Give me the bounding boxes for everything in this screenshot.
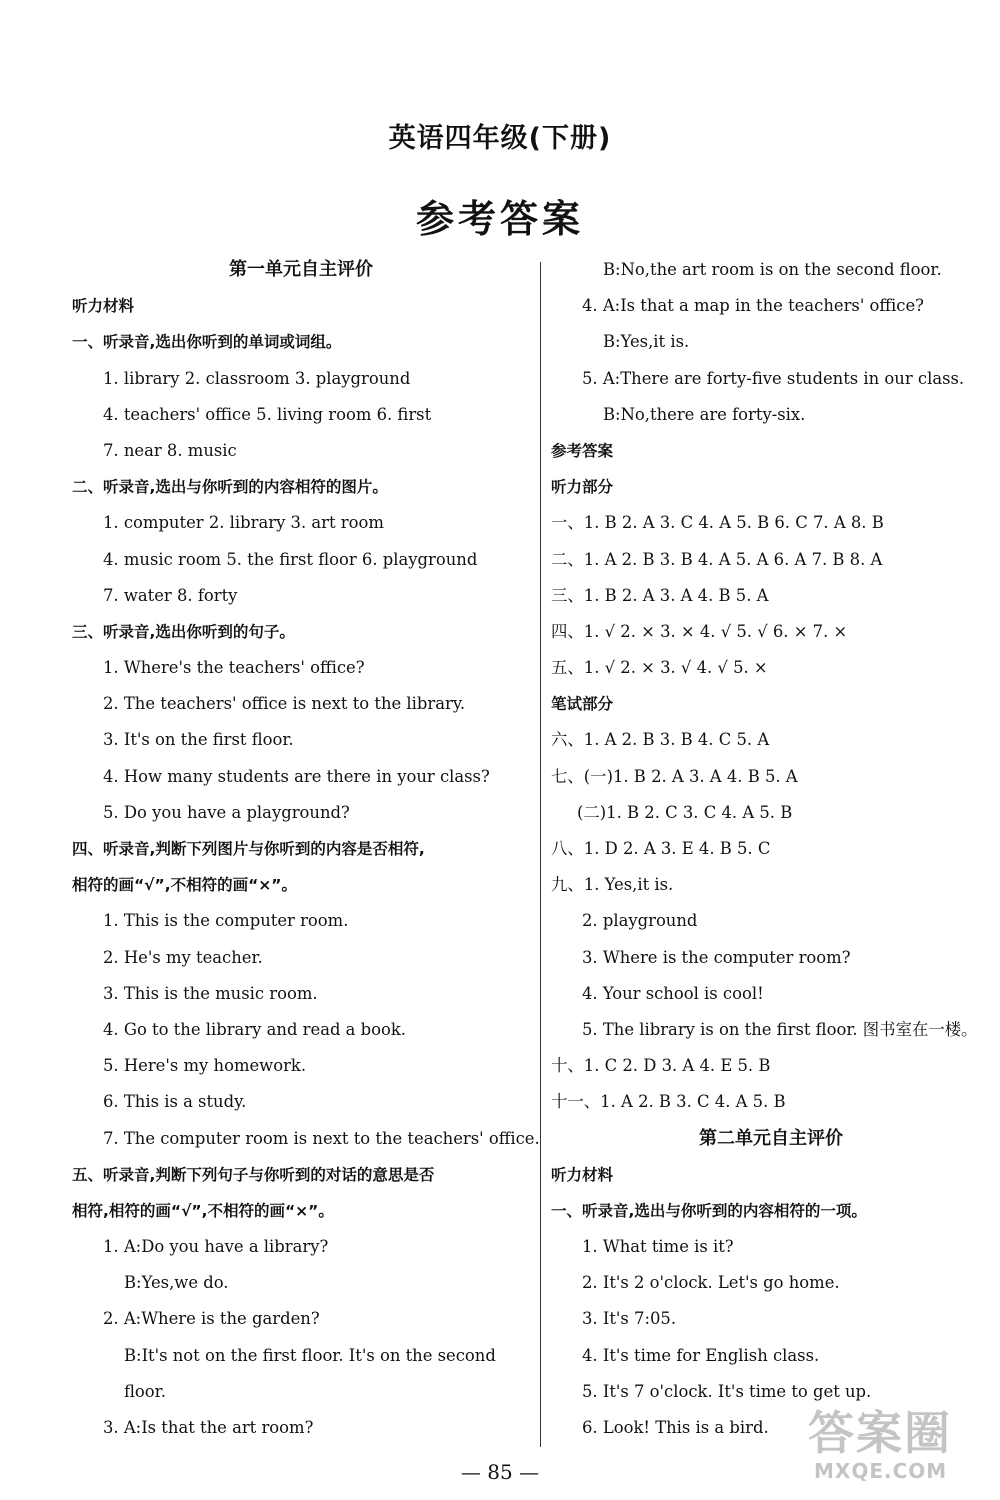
section-heading: 五、听录音,判断下列句子与你听到的对话的意思是否 [72, 1165, 435, 1184]
answer-line: 7. near 8. music [103, 440, 237, 460]
answer-line: 5. It's 7 o'clock. It's time to get up. [582, 1381, 872, 1401]
answer-line: B:It's not on the first floor. It's on the second [124, 1345, 496, 1365]
answer-line: 七、(一)1. B 2. A 3. A 4. B 5. A [551, 766, 798, 786]
answer-line: 四、1. √ 2. × 3. × 4. √ 5. √ 6. × 7. × [551, 621, 848, 641]
answer-line: 7. The computer room is next to the teachers' office. [103, 1128, 540, 1148]
answer-line: 一、1. B 2. A 3. C 4. A 5. B 6. C 7. A 8. B [551, 513, 884, 533]
watermark-url: MXQE.COM [814, 1459, 948, 1483]
section-heading: 一、听录音,选出与你听到的内容相符的一项。 [551, 1201, 867, 1220]
answer-line: 2. playground [582, 911, 698, 931]
answer-line: 二、1. A 2. B 3. B 4. A 5. A 6. A 7. B 8. A [551, 549, 883, 569]
answer-line: 1. Where's the teachers' office? [103, 658, 365, 678]
answer-line: 3. Where is the computer room? [582, 947, 851, 967]
answer-line: 4. Your school is cool! [582, 983, 764, 1003]
watermark-logo [808, 1408, 998, 1496]
answer-line: 2. It's 2 o'clock. Let's go home. [582, 1273, 840, 1293]
section-heading: 三、听录音,选出你听到的句子。 [72, 622, 295, 641]
answer-line: 六、1. A 2. B 3. B 4. C 5. A [551, 730, 770, 750]
answer-line: 八、1. D 2. A 3. E 4. B 5. C [551, 839, 771, 858]
answer-line: 5. A:There are forty-five students in our class. [582, 368, 965, 388]
answer-line: 1. library 2. classroom 3. playground [103, 368, 411, 388]
section-heading: 听力材料 [551, 1165, 614, 1184]
section-heading: 笔试部分 [551, 695, 614, 714]
section-heading: 参考答案 [551, 441, 614, 460]
answer-line: 4. teachers' office 5. living room 6. first [103, 404, 432, 424]
section-heading: 一、听录音,选出你听到的单词或词组。 [72, 333, 342, 352]
section-heading: 第一单元自主评价 [229, 259, 373, 280]
section-heading: 四、听录音,判断下列图片与你听到的内容是否相符, [72, 840, 425, 858]
watermark-logo-text: 答案圈 [808, 1406, 952, 1460]
answer-line: B:No,there are forty-six. [603, 404, 806, 424]
left-column [72, 252, 540, 1437]
answer-line: (二)1. B 2. C 3. C 4. A 5. B [577, 802, 793, 822]
answer-line: 3. It's 7:05. [582, 1309, 677, 1329]
answer-line: 5. Here's my homework. [103, 1056, 307, 1076]
answer-line: 1. computer 2. library 3. art room [103, 513, 384, 533]
answer-line: 五、1. √ 2. × 3. √ 4. √ 5. × [551, 658, 768, 678]
answer-line: 十一、1. A 2. B 3. C 4. A 5. B [551, 1092, 786, 1112]
column-divider [540, 262, 541, 1447]
answer-line: 5. Do you have a playground? [103, 802, 350, 822]
answer-line: floor. [124, 1381, 166, 1401]
answer-line: 2. The teachers' office is next to the library. [103, 694, 466, 714]
section-heading: 二、听录音,选出与你听到的内容相符的图片。 [72, 478, 388, 497]
answer-line: B:Yes,it is. [603, 332, 690, 352]
section-heading: 听力材料 [72, 297, 135, 316]
page-number: — 85 — [460, 1460, 540, 1484]
answer-line: B:No,the art room is on the second floor. [603, 260, 942, 279]
section-heading: 相符,相符的画“√”,不相符的画“×”。 [72, 1201, 334, 1220]
page-subtitle: 参考答案 [415, 197, 584, 241]
answer-line: 十、1. C 2. D 3. A 4. E 5. B [551, 1056, 771, 1076]
section-heading: 听力部分 [551, 478, 614, 497]
answer-line: 6. This is a study. [103, 1092, 247, 1112]
answer-line: 1. What time is it? [582, 1237, 734, 1257]
answer-line: 3. A:Is that the art room? [103, 1418, 314, 1437]
answer-line: 4. It's time for English class. [582, 1345, 820, 1365]
page-title: 英语四年级(下册) [388, 123, 612, 154]
section-heading: 相符的画“√”,不相符的画“×”。 [72, 876, 297, 895]
answer-line: 4. A:Is that a map in the teachers' office? [582, 296, 924, 316]
answer-line: 7. water 8. forty [103, 585, 238, 605]
answer-line: 2. A:Where is the garden? [103, 1309, 320, 1329]
answer-line: 4. music room 5. the first floor 6. playground [103, 549, 478, 569]
section-heading: 第二单元自主评价 [699, 1127, 843, 1149]
answer-line: B:Yes,we do. [124, 1273, 229, 1293]
answer-line: 1. This is the computer room. [103, 911, 349, 931]
answer-line: 4. Go to the library and read a book. [103, 1019, 407, 1039]
answer-line: 3. It's on the first floor. [103, 730, 294, 750]
answer-line: 5. The library is on the first floor. 图书室在一楼。 [582, 1019, 978, 1039]
answer-line: 三、1. B 2. A 3. A 4. B 5. A [551, 585, 769, 605]
answer-line: 3. This is the music room. [103, 983, 318, 1003]
answer-line: 2. He's my teacher. [103, 947, 263, 967]
answer-line: 九、1. Yes,it is. [551, 875, 674, 895]
answer-line: 4. How many students are there in your class? [103, 766, 490, 786]
answer-line: 1. A:Do you have a library? [103, 1237, 329, 1257]
answer-line: 6. Look! This is a bird. [582, 1418, 769, 1437]
